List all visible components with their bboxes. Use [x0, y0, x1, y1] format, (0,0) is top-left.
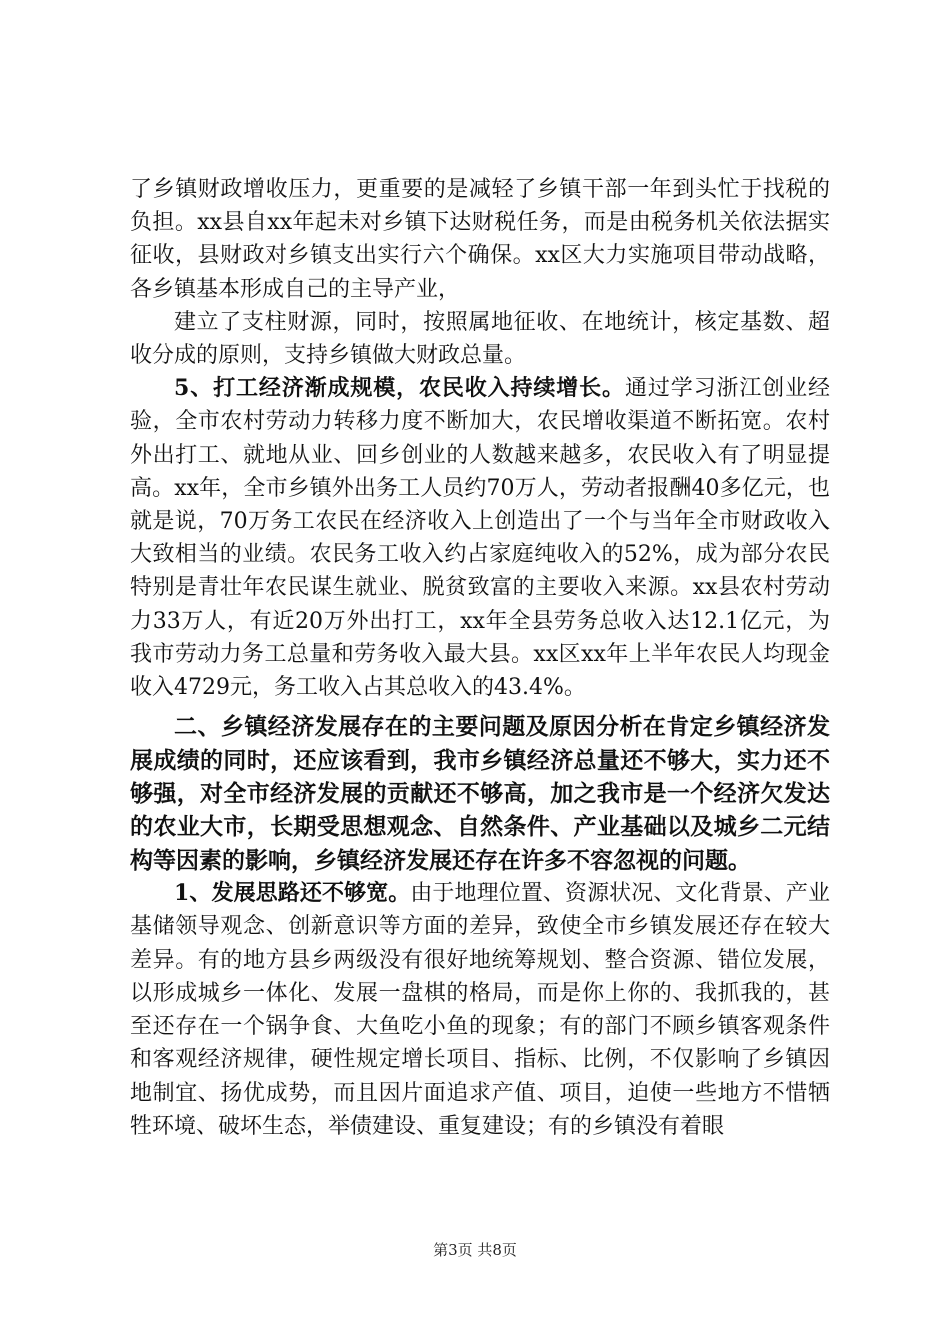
paragraph-3-body: 通过学习浙江创业经验，全市农村劳动力转移力度不断加大，农民增收渠道不断拓宽。农村外出打工、就地从业、回乡创业的人数越来越多，农民收入有了明显提高。xx年，全市乡镇外出务工人员约70万人，劳动者报酬40多亿元，也就是说，70万务工农民在经济收入上创造出了一个与当年全市财政收入大致相当的业绩。农民务工收入约占家庭纯收入的52%，成为部分农民特别是青壮年农民谋生就业、脱贫致富的主要收入来源。xx县农村劳动力33万人，有近20万外出打工，xx年全县劳务总收入达12.1亿元，为我市劳动力务工总量和劳务收入最大县。xx区xx年上半年农民人均现金收入4729元，务工收入占其总收入的43.4%。: [130, 376, 830, 701]
paragraph-3-heading: 5、打工经济渐成规模，农民收入持续增长。: [174, 375, 625, 402]
paragraph-5-heading: 1、发展思路还不够宽。: [174, 880, 411, 907]
section-heading-2: 二、乡镇经济发展存在的主要问题及原因分析在肯定乡镇经济发展成绩的同时，还应该看到，我市乡镇经济总量还不够大，实力还不够强，对全市经济发展的贡献还不够高，加之我市是一个经济欠发达的农业大市，长期受思想观念、自然条件、产业基础以及城乡二元结构等因素的影响，乡镇经济发展还存在许多不容忽视的问题。: [130, 713, 830, 874]
document-body: [130, 173, 830, 1143]
paragraph-5-body: 由于地理位置、资源状况、文化背景、产业基储领导观念、创新意识等方面的差异，致使全市乡镇发展还存在较大差异。有的地方县乡两级没有很好地统筹规划、整合资源、错位发展，以形成城乡一体化、发展一盘棋的格局，而是你上你的、我抓我的，甚至还存在一个锅争食、大鱼吃小鱼的现象；有的部门不顾乡镇客观条件和客观经济规律，硬性规定增长项目、指标、比例，不仅影响了乡镇因地制宜、扬优成势，而且因片面追求产值、项目，迫使一些地方不惜牺牲环境、破坏生态，举债建设、重复建设；有的乡镇没有着眼: [130, 881, 830, 1139]
paragraph-5: [130, 877, 830, 1143]
paragraph-1: 了乡镇财政增收压力，更重要的是减轻了乡镇干部一年到头忙于找税的负担。xx县自xx年起未对乡镇下达财税任务，而是由税务机关依法据实征收，县财政对乡镇支出实行六个确保。xx区大力实施项目带动战略，各乡镇基本形成自己的主导产业，: [130, 177, 830, 302]
page-footer: 第3页 共8页: [433, 1241, 517, 1259]
paragraph-2: 建立了支柱财源，同时，按照属地征收、在地统计，核定基数、超收分成的原则，支持乡镇做大财政总量。: [130, 309, 830, 369]
paragraph-3: [130, 372, 830, 704]
